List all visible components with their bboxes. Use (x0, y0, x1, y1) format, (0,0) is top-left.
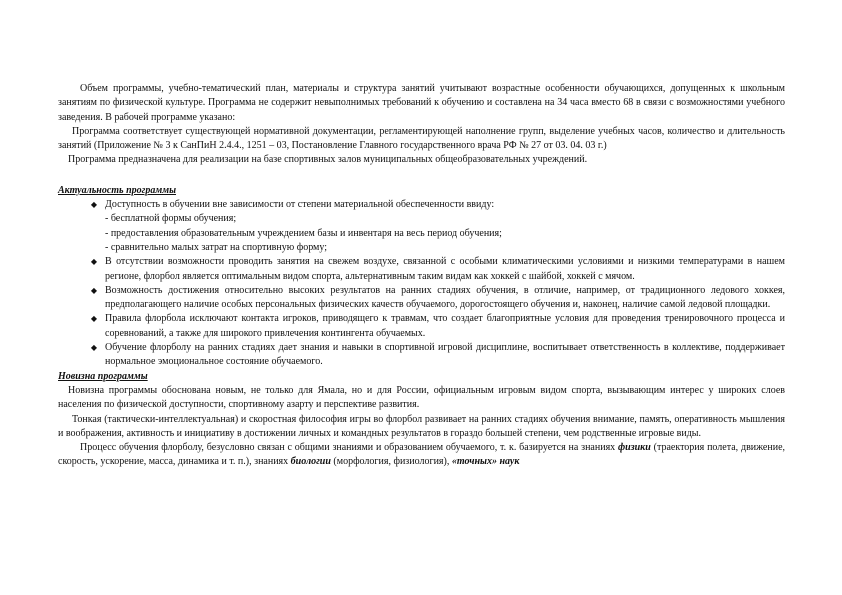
bullet-text: Возможность достижения относительно высоких результатов на ранних стадиях обучения, в отличие, например, от традиционного ледового хоккея, предполагающего наличие особых персональных физических качеств обучаемого, дорогостоящего обучения и, наконец, наличие самой ледовой площадки. (105, 284, 785, 311)
intro-paragraph-2: Программа соответствует существующей нормативной документации, регламентирующей наполнение групп, выделение учебных часов, количество и длительность занятий (Приложение № 3 к СанПиН 2.4.4., 1251 – 03, Постановление Главного государственного врача РФ № 27 от 03. 04. 03 г.) (58, 125, 785, 152)
document-page (58, 82, 785, 470)
sub-item: - бесплатной формы обучения; (105, 213, 237, 225)
novelty-paragraph-1: Новизна программы обоснована новым, не только для Ямала, но и для России, официальным игровым видом спорта, вызывающим интерес у широких слоев населения по физической доступности, спортивному азарту и перспективе развития. (58, 384, 785, 411)
emphasis-physics: физики (618, 442, 651, 454)
emphasis-biology: биологии (290, 456, 331, 468)
sub-item: - сравнительно малых затрат на спортивную форму; (105, 241, 328, 253)
sub-item: - предоставления образовательным учреждением базы и инвентаря на весь период обучения; (105, 227, 502, 239)
relevance-heading: Актуальность программы (58, 184, 177, 196)
list-item (58, 312, 785, 341)
text-run: (траектория полета, движение, скорость, ускорение, масса, динамика и т. п.), знаниях (58, 442, 786, 468)
text-run: (морфология, физиология), (333, 456, 450, 468)
novelty-heading: Новизна программы (58, 370, 148, 382)
intro-paragraph-1: Объем программы, учебно-тематический план, материалы и структура занятий учитывают возрастные особенности обучающихся, допущенных к школьным занятиям по физической культуре. Программа не содержит невыполнимых требований к обучению и составлена на 34 часа вместо 68 в связи с возможностями учебного заведения. В рабочей программе указано: (58, 83, 785, 123)
bullet-lead: Доступность в обучении вне зависимости от степени материальной обеспеченности ввиду: (105, 199, 495, 211)
novelty-paragraph-3 (58, 441, 785, 470)
diamond-bullet-icon: ◆ (90, 257, 98, 267)
bullet-text: Обучение флорболу на ранних стадиях дает знания и навыки в спортивной игровой дисциплине, воспитывает ответственность в коллективе, поддерживает нормальное эмоциональное состояние обучаемого. (105, 342, 785, 368)
list-item (58, 198, 785, 255)
diamond-bullet-icon: ◆ (90, 343, 98, 353)
list-item (58, 255, 785, 284)
diamond-bullet-icon: ◆ (90, 314, 98, 324)
diamond-bullet-icon: ◆ (90, 200, 98, 210)
bullet-text: Правила флорбола исключают контакта игроков, приводящего к травмам, что создает благоприятные условия для проведения тренировочного процесса и соревнований, а также для широкого привлечения контингента обучаемых. (105, 313, 785, 339)
list-item (58, 284, 785, 313)
text-run: Процесс обучения флорболу, безусловно связан с общими знаниями и образованием обучаемого, т. к. базируется на знаниях (80, 442, 616, 454)
novelty-paragraph-2: Тонкая (тактически-интеллектуальная) и скоростная философия игры во флорбол развивает на ранних стадиях обучения внимание, память, оперативность мышления и воображения, активность и инициативу в достижении личных и командных результатов в гораздо большей степени, чем родственные игровые виды. (58, 413, 785, 439)
relevance-list (58, 198, 785, 370)
bullet-text: В отсутствии возможности проводить занятия на свежем воздухе, связанной с особыми климатическими условиями и низкими температурами в нашем регионе, флорбол является оптимальным видом спорта, альтернативным таким видам как хоккей с шайбой, хоккей с мячом. (105, 256, 785, 282)
intro-paragraph-3: Программа предназначена для реализации на базе спортивных залов муниципальных общеобразовательных учреждений. (68, 154, 588, 166)
diamond-bullet-icon: ◆ (90, 285, 98, 295)
emphasis-exact-sciences: «точных» наук (451, 456, 520, 468)
list-item (58, 341, 785, 370)
